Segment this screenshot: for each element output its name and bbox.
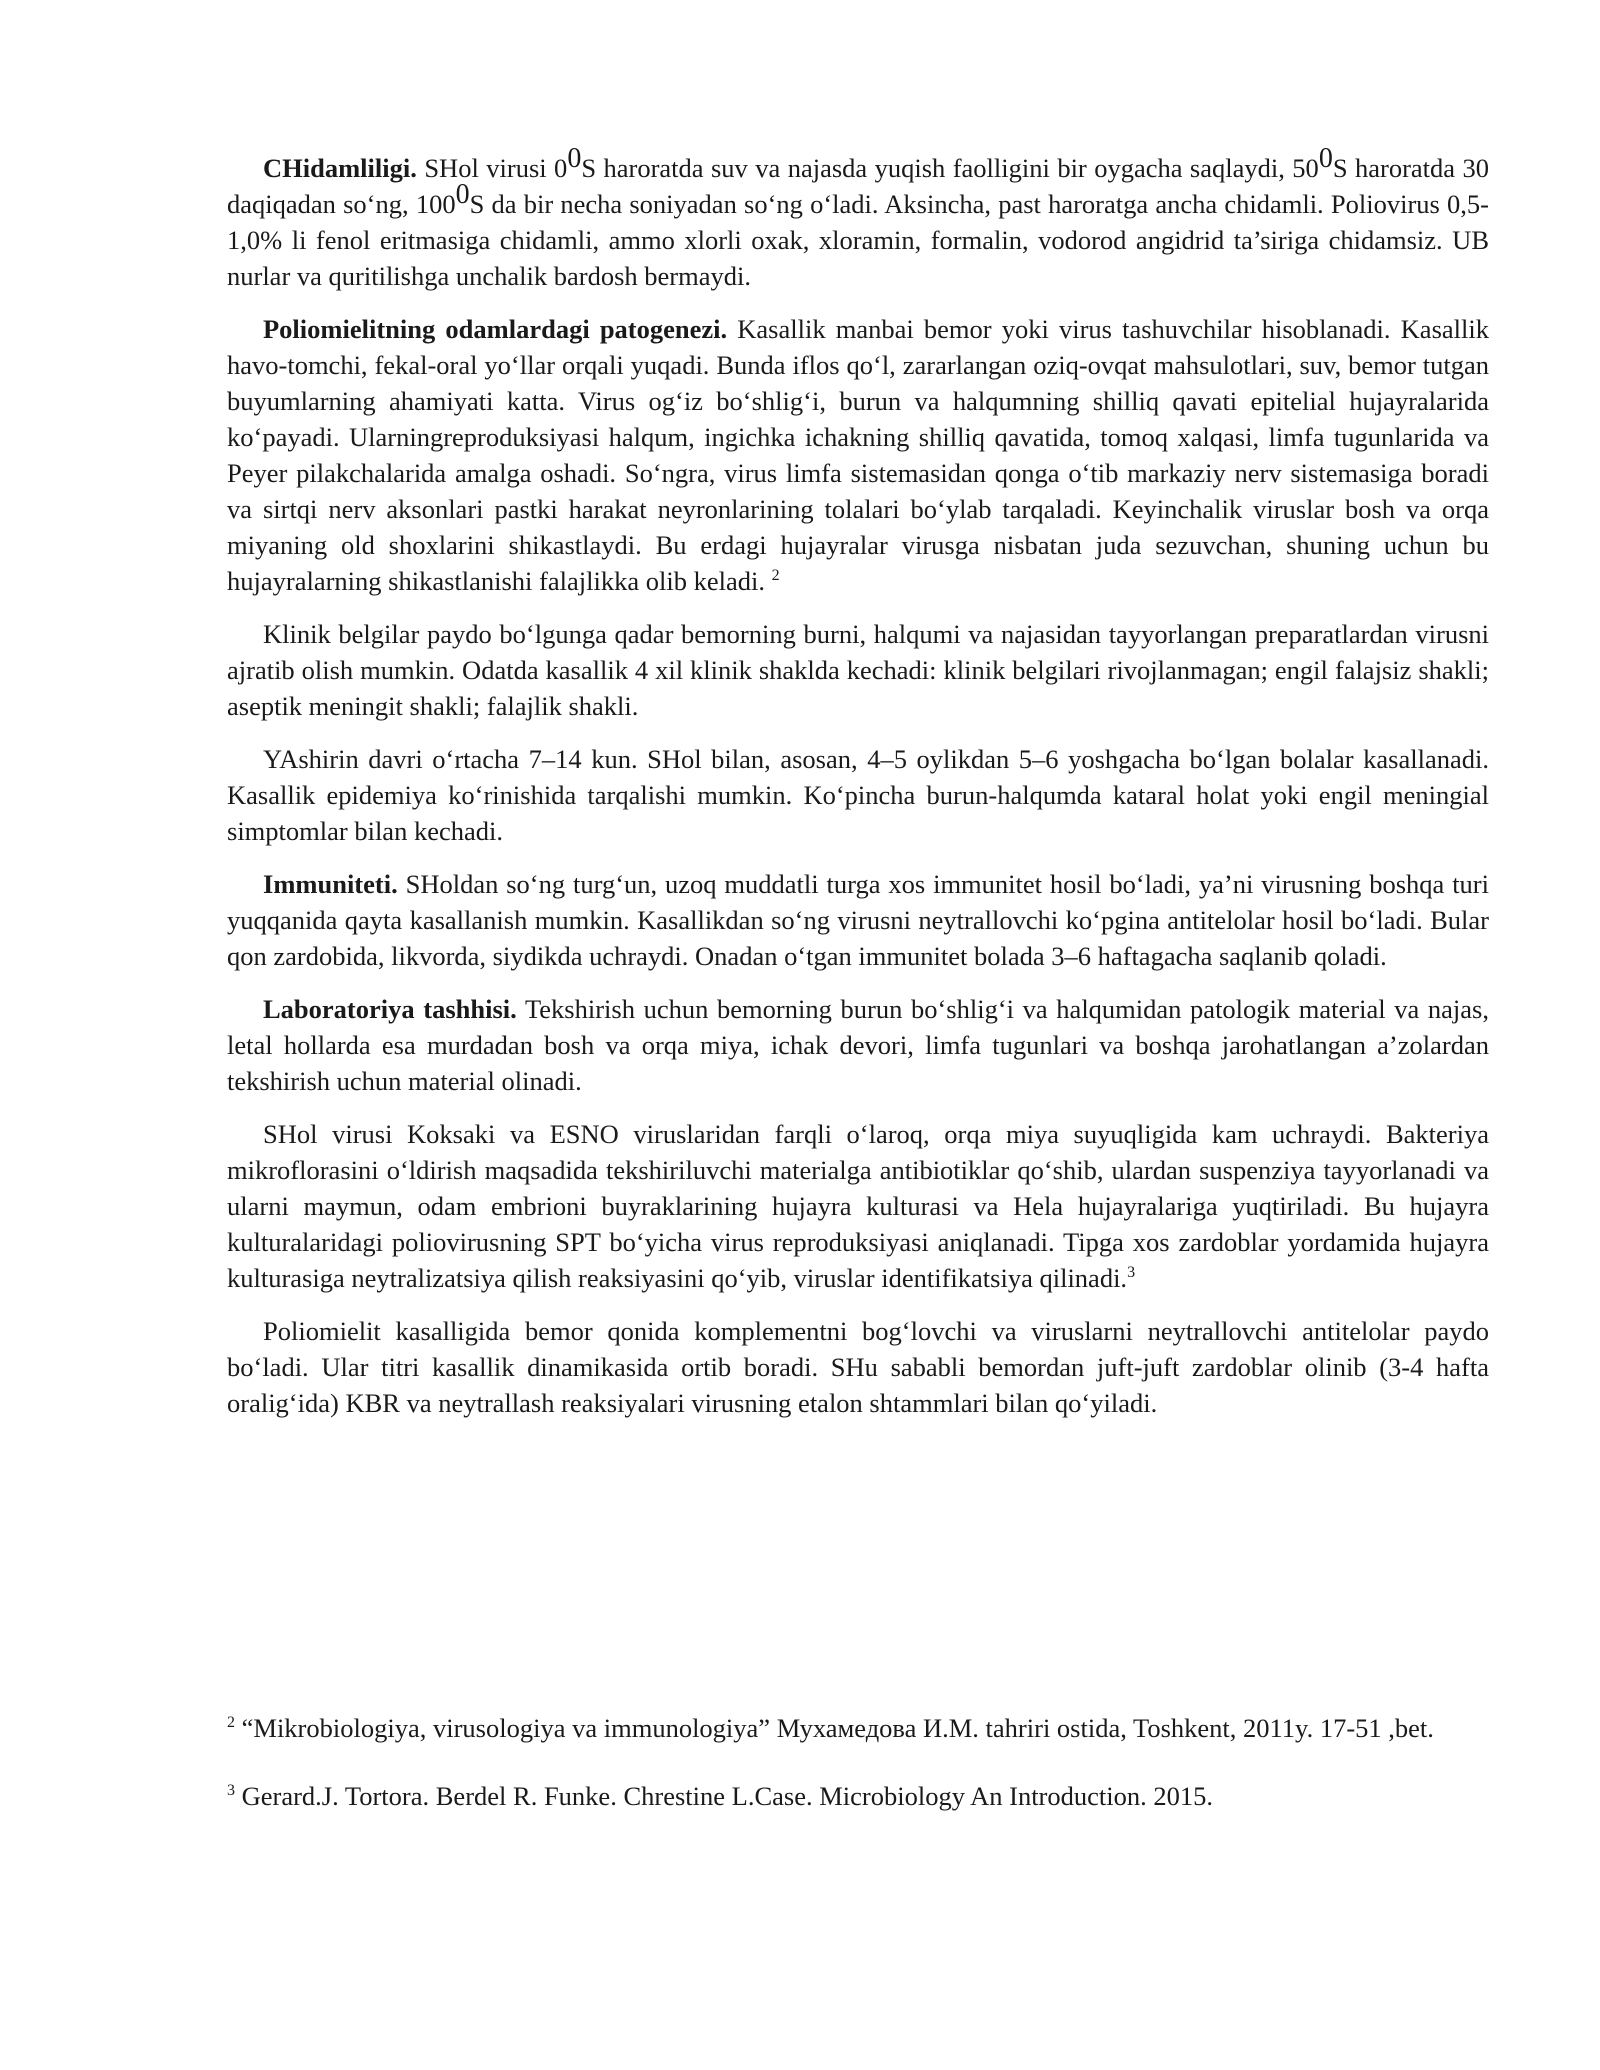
- paragraph-virus-isolation: [227, 1116, 1489, 1296]
- paragraph-heading: Poliomielitning odamlardagi patogenezi.: [263, 314, 728, 344]
- paragraph-incubation: [227, 741, 1489, 849]
- paragraph-heading: CHidamliligi.: [263, 153, 417, 183]
- paragraph-lab-diagnosis: [227, 991, 1489, 1099]
- paragraph-text: Tekshirish uchun bemorning burun bo‘shlig‘i va halqumidan patologik material va najas, letal hollarda esa murdadan bosh va orqa miya, ichak devori, limfa tugunlari va boshqa jarohatlangan a’zolardan tekshirish uchun material olinadi.: [227, 994, 1489, 1096]
- paragraph-heading: Laboratoriya tashhisi.: [263, 994, 517, 1024]
- paragraph-immunity: [227, 866, 1489, 974]
- footnote-number: 3: [227, 1782, 235, 1800]
- footnote-item: [227, 1778, 1489, 1814]
- degree-mark: 0: [455, 179, 470, 210]
- paragraph-resistance: [227, 143, 1489, 294]
- paragraph-text: Kasallik manbai bemor yoki virus tashuvchilar hisoblanadi. Kasallik havo-tomchi, fekal-oral yo‘llar orqali yuqadi. Bunda iflos qo‘l, zararlangan oziq-ovqat mahsulotlari, suv, bemor tutgan buyumlarning ahamiyati katta. Virus og‘iz bo‘shlig‘i, burun va halqumning shilliq qavati epitelial hujayralarida ko‘payadi. Ularningreproduksiyasi halqum, ingichka ichakning shilliq qavatida, tomoq xalqasi, limfa tugunlarida va Peyer pilakchalarida amalga oshadi. So‘ngra, virus limfa sistemasidan qonga o‘tib markaziy nerv sistemasiga boradi va sirtqi nerv aksonlari pastki harakat neyronlarining tolalari bo‘ylab tarqaladi. Keyinchalik viruslar bosh va orqa miyaning old shoxlarini shikastlaydi. Bu erdagi hujayralar virusga nisbatan juda sezuvchan, shuning uchun bu hujayralarning shikastlanishi falajlikka olib keladi.: [227, 314, 1489, 596]
- paragraph-text: S da bir necha soniyadan so‘ng o‘ladi. Aksincha, past haroratga ancha chidamli. Poliovirus 0,5-1,0% li fenol eritmasiga chidamli, ammo xlorli oxak, xloramin, formalin, vodorod angidrid ta’siriga chidamsiz. UB nurlar va quritilishga unchalik bardosh bermaydi.: [227, 189, 1489, 291]
- document-body: [227, 143, 1489, 1438]
- paragraph-text: S haroratda 30 daqiqadan so‘ng, 100: [227, 153, 1489, 219]
- footnote-item: [227, 1710, 1489, 1746]
- degree-mark: 0: [1318, 143, 1333, 174]
- paragraph-serology: [227, 1313, 1489, 1421]
- paragraph-text: YAshirin davri o‘rtacha 7–14 kun. SHol bilan, asosan, 4–5 oylikdan 5–6 yoshgacha bo‘lgan bolalar kasallanadi. Kasallik epidemiya ko‘rinishida tarqalishi mumkin. Ko‘pincha burun-halqumda kataral holat yoki engil meningial simptomlar bilan kechadi.: [227, 744, 1489, 846]
- footnote-ref[interactable]: 3: [1127, 1264, 1136, 1282]
- degree-mark: 0: [567, 143, 582, 174]
- paragraph-text: SHol virusi Koksaki va ESNO viruslaridan farqli o‘laroq, orqa miya suyuqligida kam uchraydi. Bakteriya mikroflorasini o‘ldirish maqsadida tekshiriluvchi materialga antibiotiklar qo‘shib, ulardan suspenziya tayyorlanadi va ularni maymun, odam embrioni buyraklarining hujayra kulturasi va Hela hujayralariga yuqtiriladi. Bu hujayra kulturalaridagi poliovirusning SPT bo‘yicha virus reproduksiyasi aniqlanadi. Tipga xos zardoblar yordamida hujayra kulturasiga neytralizatsiya qilish reaksiyasini qo‘yib, viruslar identifikatsiya qilinadi.: [227, 1119, 1489, 1293]
- footnotes: [227, 1710, 1489, 1846]
- footnote-text: “Mikrobiologiya, virusologiya va immunologiya” Мухамедова И.М. tahriri ostida, Toshkent, 2011y. 17-51 ,bet.: [235, 1713, 1434, 1743]
- paragraph-pathogenesis: [227, 311, 1489, 599]
- paragraph-text: SHoldan so‘ng turg‘un, uzoq muddatli turga xos immunitet hosil bo‘ladi, ya’ni virusning boshqa turi yuqqanida qayta kasallanish mumkin. Kasallikdan so‘ng virusni neytrallovchi ko‘pgina antitelolar hosil bo‘ladi. Bular qon zardobida, likvorda, siydikda uchraydi. Onadan o‘tgan immunitet bolada 3–6 haftagacha saqlanib qoladi.: [227, 869, 1489, 971]
- paragraph-text: Klinik belgilar paydo bo‘lgunga qadar bemorning burni, halqumi va najasidan tayyorlangan preparatlardan virusni ajratib olish mumkin. Odatda kasallik 4 xil klinik shaklda kechadi: klinik belgilari rivojlanmagan; engil falajsiz shakli; aseptik meningit shakli; falajlik shakli.: [227, 619, 1489, 721]
- paragraph-text: SHol virusi 0: [416, 153, 568, 183]
- footnote-text: Gerard.J. Tortora. Berdel R. Funke. Chrestine L.Case. Microbiology An Introduction. 2015.: [235, 1781, 1213, 1811]
- paragraph-text: Poliomielit kasalligida bemor qonida komplementni bog‘lovchi va viruslarni neytrallovchi antitelolar paydo bo‘ladi. Ular titri kasallik dinamikasida ortib boradi. SHu sababli bemordan juft-juft zardoblar olinib (3-4 hafta oralig‘ida) KBR va neytrallash reaksiyalari virusning etalon shtammlari bilan qo‘yiladi.: [227, 1316, 1489, 1418]
- paragraph-text: S haroratda suv va najasda yuqish faolligini bir oygacha saqlaydi, 50: [581, 153, 1319, 183]
- paragraph-heading: Immuniteti.: [263, 869, 398, 899]
- footnote-ref[interactable]: 2: [771, 567, 780, 585]
- paragraph-clinical-signs: [227, 616, 1489, 724]
- footnote-number: 2: [227, 1714, 235, 1732]
